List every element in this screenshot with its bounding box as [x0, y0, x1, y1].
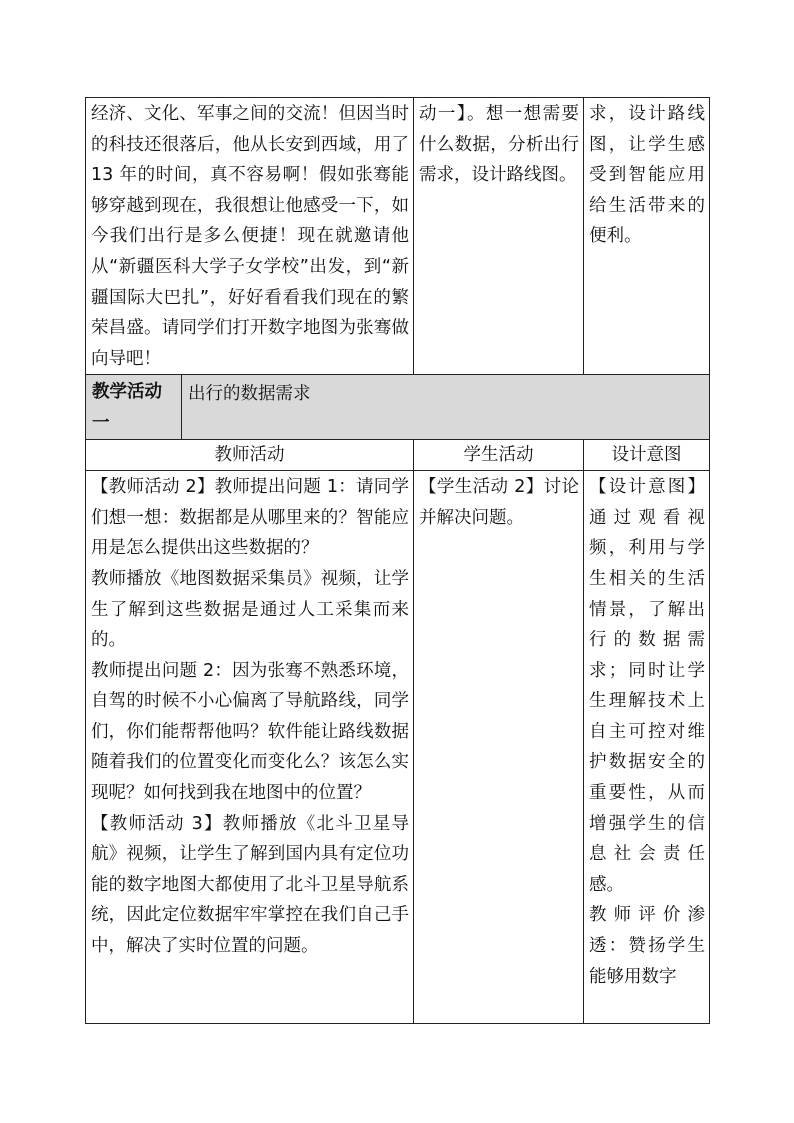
column-header-row	[86, 439, 710, 471]
activity-design-cell	[584, 471, 710, 1024]
intro-design-text: 求，设计路线图，让学生感受到智能应用给生活带来的便利。	[589, 104, 705, 247]
design-paragraph: 教师评价渗透：赞扬学生能够用数字	[589, 905, 705, 987]
header-teacher-activity: 教师活动	[86, 439, 414, 471]
teacher-paragraph: 【教师活动 2】教师提出问题 1：请同学们想一想：数据都是从哪里来的？智能应用是怎么提供出这些数据的？	[91, 477, 409, 559]
teacher-paragraph: 教师播放《地图数据采集员》视频，让学生了解到这些数据是通过人工采集而来的。	[91, 568, 409, 651]
section-title-cell	[182, 375, 710, 439]
section-label: 教学活动一	[92, 382, 162, 433]
section-row	[86, 375, 710, 439]
intro-row	[86, 98, 710, 375]
intro-design-cell	[584, 98, 710, 375]
activity-teacher-text	[86, 471, 413, 962]
header-design-intent: 设计意图	[584, 439, 710, 471]
activity-student-text: 【学生活动 2】讨论并解决问题。	[419, 477, 579, 528]
header-student-activity: 学生活动	[414, 439, 584, 471]
teacher-paragraph: 教师提出问题 2：因为张骞不熟悉环境，自驾的时候不小心偏离了导航路线，同学们，你们能帮帮他吗？软件能让路线数据随着我们的位置变化而变化么？该怎么实现呢？如何找到我在地图中的位置？	[91, 660, 409, 804]
lesson-plan-table	[85, 97, 710, 1024]
activity-design-text	[584, 471, 709, 992]
intro-student-text: 动一】。想一想需要什么数据，分析出行需求，设计路线图。	[419, 104, 579, 186]
intro-student-cell	[414, 98, 584, 375]
section-title: 出行的数据需求	[188, 384, 311, 405]
design-paragraph: 【设计意图】通过观看视频，利用与学生相关的生活情景，了解出行的数据需求；同时让学生理解技术上自主可控对维护数据安全的重要性，从而增强学生的信息社会责任感。	[589, 477, 705, 895]
activity-row	[86, 471, 710, 1024]
activity-teacher-cell	[86, 471, 414, 1024]
activity-student-cell	[414, 471, 584, 1024]
teacher-paragraph: 【教师活动 3】教师播放《北斗卫星导航》视频，让学生了解到国内具有定位功能的数字地图大都使用了北斗卫星导航系统，因此定位数据牢牢掌控在我们自己手中，解决了实时位置的问题。	[91, 813, 409, 957]
section-label-cell	[86, 375, 182, 439]
intro-teacher-cell	[86, 98, 414, 375]
intro-teacher-text: 经济、文化、军事之间的交流！但因当时的科技还很落后，他从长安到西域，用了 13 年的时间，真不容易啊！假如张骞能够穿越到现在，我很想让他感受一下，如今我们出行是多么便捷！现在就邀请他从“新疆医科大学子女学校”出发，到“新疆国际大巴扎”，好好看看我们现在的繁荣昌盛。请同学们打开数字地图为张骞做向导吧！	[91, 104, 409, 369]
